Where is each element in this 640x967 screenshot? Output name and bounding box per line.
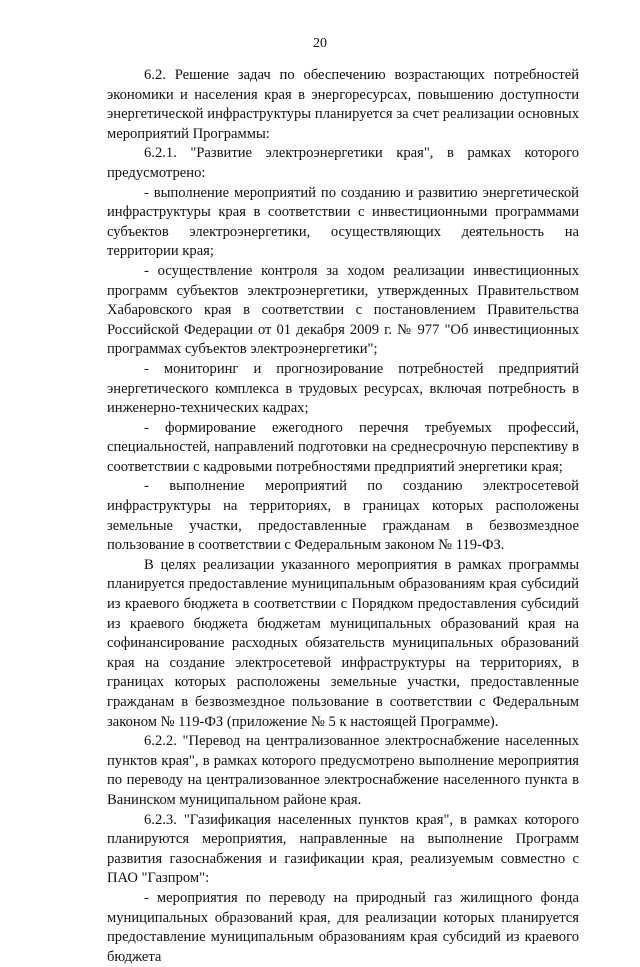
page-number: 20 [313,36,327,51]
paragraph-6-2-1: 6.2.1. "Развитие электроэнергетики края", в рамках которого предусмотрено: [107,145,579,181]
list-item-energy-infrastructure: - выполнение мероприятий по созданию и развитию энергетической инфраструктуры края в соответствии с инвестиционными программами субъектов электроэнергетики, осуществляющих деятельность на территории края; [107,184,579,260]
list-item-professions-list: - формирование ежегодного перечня требуемых профессий, специальностей, направлений подготовки на среднесрочную перспективу в соответствии с кадровыми потребностями предприятий энергетики края; [107,419,579,475]
paragraph-6-2-3: 6.2.3. "Газификация населенных пунктов края", в рамках которого планируются мероприятия, направленные на выполнение Программ развития газоснабжения и газификации края, реализуемым совместно с ПАО "Газпром": [107,811,579,887]
paragraph-subsidies: В целях реализации указанного мероприятия в рамках программы планируется предоставление муниципальным образованиям края субсидий из краевого бюджета в соответствии с Порядком предоставления субсидий из краевого бюджета бюджетам муниципальных образований края на софинансирование расходных обязательств муниципальных образований края на создание электросетевой инфраструктуры на территориях, в границах которых расположены земельные участки, предоставленные гражданам в безвозмездное пользование в соответствии с Федеральным законом № 119-ФЗ (приложение № 5 к настоящей Программе). [107,556,579,730]
paragraph-6-2: 6.2. Решение задач по обеспечению возрастающих потребностей экономики и населения края в энергоресурсах, повышению доступности энергетической инфраструктуры планируется за счет реализации основных мероприятий Программы: [107,67,579,142]
list-item-workforce-monitoring: - мониторинг и прогнозирование потребностей предприятий энергетического комплекса в трудовых ресурсах, включая потребность в инженерно-технических кадрах; [107,360,579,417]
list-item-grid-infrastructure: - выполнение мероприятий по созданию электросетевой инфраструктуры на территориях, в границах которых расположены земельные участки, предоставленные гражданам в безвозмездное пользование в соответствии с Федеральным законом № 119-ФЗ. [107,478,579,554]
list-item-gas-conversion: - мероприятия по переводу на природный газ жилищного фонда муниципальных образований края, для реализации которых планируется предоставление муниципальным образованиям края субсидий из краевого бюджета [107,889,579,965]
paragraph-6-2-2: 6.2.2. "Перевод на централизованное электроснабжение населенных пунктов края", в рамках которого предусмотрено выполнение мероприятия по переводу на централизованное электроснабжение населенного пункта в Ванинском муниципальном районе края. [107,733,579,808]
document-body [107,66,579,967]
list-item-investment-control: - осуществление контроля за ходом реализации инвестиционных программ субъектов электроэнергетики, утвержденных Правительством Хабаровского края в соответствии с постановлением Правительства Российской Федерации от 01 декабря 2009 г. № 977 "Об инвестиционных программах субъектов электроэнергетики"; [107,262,579,358]
